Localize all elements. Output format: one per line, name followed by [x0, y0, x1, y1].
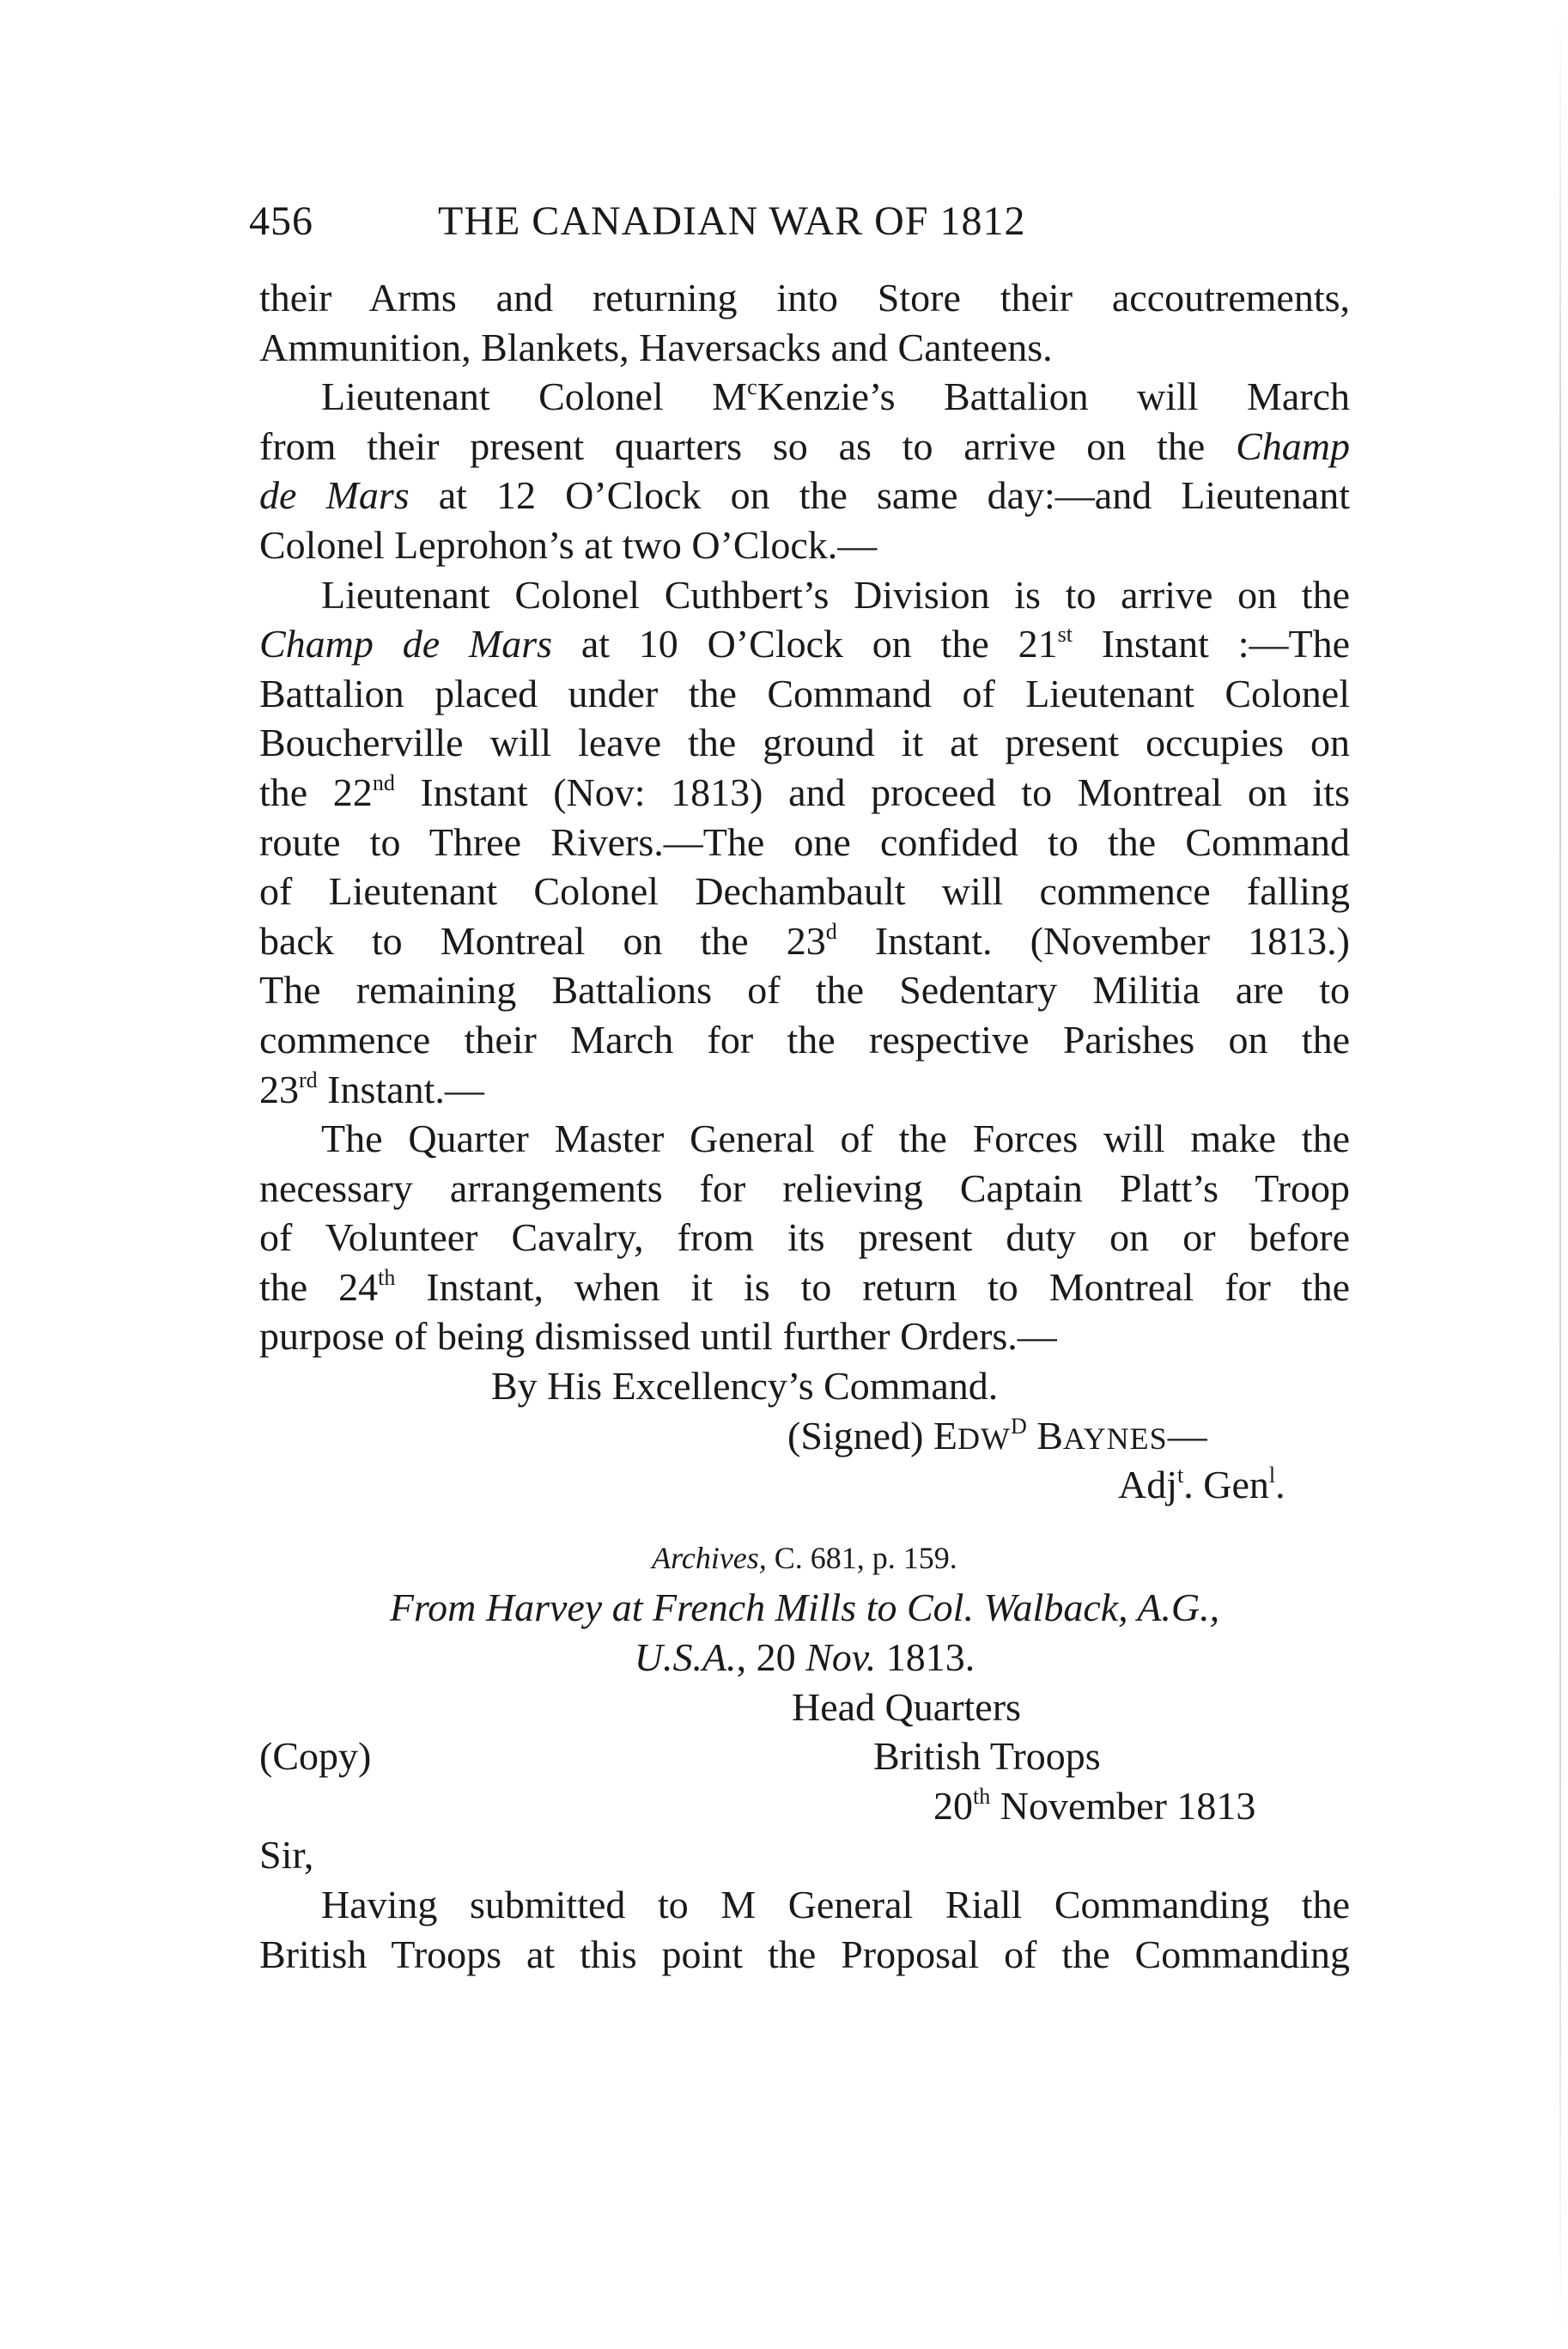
text-line: The remaining Battalions of the Sedentary Militia are to — [259, 968, 1350, 1013]
closing-command: By His Excellency’s Command. — [491, 1364, 999, 1409]
archive-reference: Archives, C. 681, p. 159. — [652, 1540, 957, 1575]
text-line: their Arms and returning into Store their accoutrements, — [259, 276, 1350, 319]
copy-line — [259, 1731, 1350, 1781]
text-line: the 22nd Instant (Nov: 1813) and proceed to Montreal on its — [259, 770, 1350, 814]
british-troops: British Troops — [873, 1734, 1101, 1779]
text-line: Battalion placed under the Command of Lieutenant Colonel — [259, 671, 1350, 715]
text-line: from their present quarters so as to arrive on the Champ — [259, 423, 1350, 468]
headquarters-line: Head Quarters — [792, 1684, 1021, 1729]
running-title: THE CANADIAN WAR OF 1812 — [438, 198, 1026, 244]
page-body — [259, 273, 1350, 1979]
scan-edge-shadow — [1559, 0, 1561, 2349]
text-line: of Volunteer Cavalry, from its present duty on or before — [259, 1215, 1350, 1260]
text-line: the 24th Instant, when it is to return to Montreal for the — [259, 1264, 1350, 1309]
text-line: commence their March for the respective Parishes on the — [259, 1017, 1350, 1062]
letter-heading: From Harvey at French Mills to Col. Walback, A.G., — [389, 1585, 1220, 1630]
text-line: de Mars at 12 O’Clock on the same day:—and Lieutenant — [259, 473, 1350, 518]
text-line: 23rd Instant.— — [259, 1067, 484, 1111]
salutation: Sir, — [259, 1833, 314, 1877]
text-line: Ammunition, Blankets, Haversacks and Canteens. — [259, 325, 1053, 369]
text-line: Boucherville will leave the ground it at present occupies on — [259, 721, 1350, 765]
running-header — [249, 198, 1348, 245]
copy-label: (Copy) — [259, 1734, 372, 1779]
text-line: necessary arrangements for relieving Captain Platt’s Troop — [259, 1165, 1350, 1210]
text-line: Having submitted to M General Riall Commanding the — [321, 1883, 1350, 1926]
text-line: Lieutenant Colonel $M^cKenzie’s$ Battalion will March — [321, 374, 1350, 419]
spacer — [259, 1510, 1350, 1534]
letter-date: 20th November 1813 — [933, 1783, 1256, 1828]
text-line: British Troops at this point the Proposal of the Commanding — [259, 1932, 1350, 1976]
text-line: The Quarter Master General of the Forces will make the — [321, 1117, 1350, 1161]
text-line: Lieutenant Colonel Cuthbert’s Division is to arrive on the — [321, 572, 1350, 617]
text-line: back to Montreal on the 23$^d$ Instant. (November 1813.) — [259, 918, 1350, 963]
signature-title: Adj$^t$. Gen$^l$. — [1118, 1463, 1285, 1507]
text-line: Champ de Mars at 10 O’Clock on the 21st Instant :—The — [259, 622, 1350, 666]
text-line: route to Three Rivers.—The one confided to the Command — [259, 819, 1350, 864]
text-line: of Lieutenant Colonel Dechambault will commence falling — [259, 869, 1350, 914]
page-number: 456 — [249, 198, 313, 244]
signature-line: (Signed) $EDW^D$ BAYNES— — [787, 1413, 1207, 1457]
text-line: Colonel Leprohon’s at two O’Clock.— — [259, 522, 878, 567]
letter-heading-2: U.S.A., 20 Nov. 1813. — [634, 1635, 975, 1680]
text-line: purpose of being dismissed until further Orders.— — [259, 1314, 1057, 1359]
